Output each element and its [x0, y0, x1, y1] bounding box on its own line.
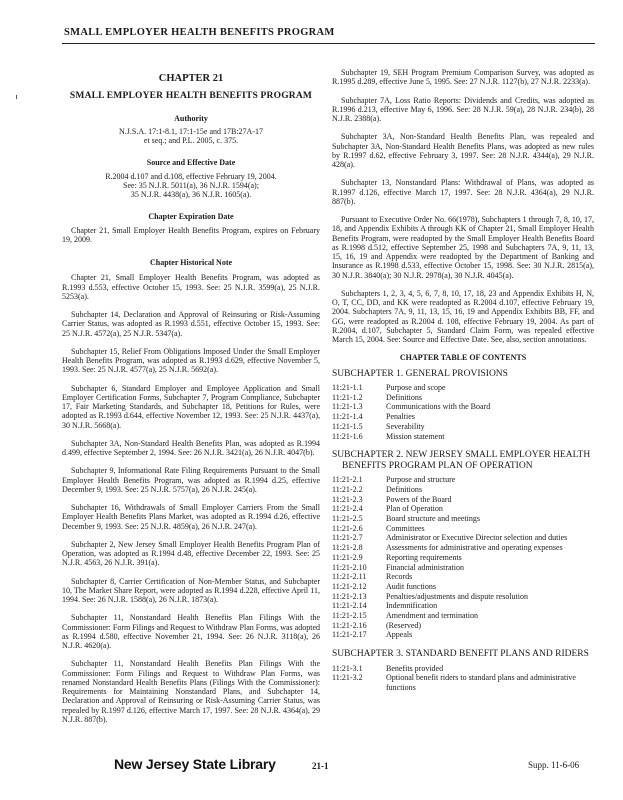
- authority-line: N.J.S.A. 17:1-8.1, 17:1-15e and 17B:27A-17: [119, 126, 263, 136]
- toc-entry: [332, 533, 594, 543]
- section-number: 11:21-2.7: [332, 533, 363, 543]
- toc-entry: [332, 432, 594, 442]
- section-number: 11:21-1.2: [332, 392, 363, 402]
- section-number: 11:21-2.8: [332, 543, 363, 553]
- history-paragraph: Subchapter 7A, Loss Ratio Reports: Dividends and Credits, was adopted as R.1996 d.213, effective May 6, 1996. See: 28 N.J.R. 59(a), 28 N.J.R. 234(b), 28 N.J.R. 2388(a).: [332, 95, 594, 123]
- section-number: 11:21-1.1: [332, 383, 363, 392]
- chapter-title: SMALL EMPLOYER HEALTH BENEFITS PROGRAM: [69, 91, 313, 102]
- section-title: Appeals: [386, 630, 413, 640]
- authority-heading: Authority: [174, 113, 208, 123]
- history-paragraph: Subchapter 15, Relief From Obligations Imposed Under the Small Employer Health Benefits Program, was adopted as R.1993 d.629, effective November 5, 1993. See: 25 N.J.R. 4577(a), 25 N.J.R. 5692(a).: [62, 346, 320, 375]
- section-title: Plan of Operation: [386, 504, 443, 514]
- history-paragraph: Subchapter 2, New Jersey Small Employer Health Benefits Program Plan of Operation, was adopted as R.1994 d.48, effective December 22, 1993. See: 25 N.J.R. 4563, 26 N.J.R. 391(a).: [62, 539, 320, 568]
- authority-line: et seq.; and P.L. 2005, c. 375.: [143, 136, 239, 145]
- section-number: 11:21-2.9: [332, 552, 363, 562]
- section-title: Records: [386, 572, 413, 582]
- history-paragraph: Subchapter 11, Nonstandard Health Benefits Plan Filings With the Commissioner: Form Filings and Request to Withdraw Plan Forms, was adopted as R.1994 d.580, effective November 21, 1994. See: 26 N.J.R. 3118(a), 26 N.J.R. 4620(a).: [62, 613, 320, 650]
- section-number: 11:21-2.11: [332, 572, 367, 582]
- toc-entry: [332, 553, 594, 563]
- section-number: 11:21-2.1: [332, 475, 363, 485]
- section-number: 11:21-2.12: [332, 581, 367, 591]
- toc-title: CHAPTER TABLE OF CONTENTS: [399, 353, 527, 363]
- toc-entry: [332, 621, 594, 631]
- source-heading: Source and Effective Date: [146, 158, 236, 168]
- section-title: Indemnification: [386, 601, 438, 611]
- toc-entry: [332, 582, 594, 592]
- running-head: SMALL EMPLOYER HEALTH BENEFITS PROGRAM: [64, 27, 335, 38]
- section-number: 11:21-2.5: [332, 514, 363, 524]
- history-paragraph: Subchapter 19, SEH Program Premium Comparison Survey, was adopted as R.1995 d.289, effective June 5, 1995. See: 27 N.J.R. 1127(b), 27 N.J.R. 2233(a).: [332, 68, 594, 87]
- toc-entry: [332, 543, 594, 553]
- history-paragraph: Subchapter 6, Standard Employer and Employee Application and Small Employer Certification Forms, Subchapter 7, Program Compliance, Subchapter 17, Fair Marketing Standards, and Subchapter 18, Petitions for Rules, were adopted as R.1993 d.644, effective November 12, 1993. See: 25 N.J.R. 4437(a), 30 N.J.R. 5668(a).: [62, 383, 320, 430]
- section-title: Amendment and termination: [386, 611, 478, 621]
- history-heading: Chapter Historical Note: [149, 258, 233, 267]
- section-title: Administrator or Executive Director selection and duties: [386, 533, 568, 543]
- source-line: See: 35 N.J.R. 5011(a), 36 N.J.R. 1594(a);: [123, 180, 259, 190]
- toc-entry: [332, 485, 594, 495]
- left-column: [62, 68, 320, 733]
- section-number: 11:21-2.15: [332, 611, 367, 621]
- toc-entry: [332, 673, 594, 692]
- subchapter-heading: SUBCHAPTER 1. GENERAL PROVISIONS: [332, 368, 508, 379]
- toc-entry: [332, 475, 594, 485]
- toc-group: [332, 383, 594, 441]
- section-number: 11:21-2.13: [332, 591, 367, 601]
- source-line: R.2004 d.107 and d.108, effective February 19, 2004.: [105, 171, 277, 181]
- section-number: 11:21-1.3: [332, 402, 363, 412]
- section-number: 11:21-1.4: [332, 412, 363, 422]
- library-logo: New Jersey State Library: [114, 756, 276, 772]
- toc-entry: [332, 495, 594, 505]
- section-title: (Reserved): [386, 620, 422, 630]
- toc-entry: [332, 412, 594, 422]
- section-title: Powers of the Board: [386, 494, 452, 504]
- history-paragraph: Subchapter 16, Withdrawals of Small Employer Carriers From the Small Employer Health Benefits Plans Market, was adopted as R.1994 d.26, effective December 9, 1993. See: 25 N.J.R. 4859(a), 26 N.J.R. 247(a).: [62, 503, 320, 531]
- section-title: Financial administration: [386, 562, 464, 572]
- subchapter-heading: SUBCHAPTER 2. NEW JERSEY SMALL EMPLOYER HEALTH BENEFITS PROGRAM PLAN OF OPERATION: [332, 450, 591, 471]
- toc-group: [332, 475, 594, 640]
- toc-entry: [332, 572, 594, 582]
- toc-entry: [332, 422, 594, 432]
- history-paragraph: Subchapter 14, Declaration and Approval of Reinsuring or Risk-Assuming Carrier Status, was adopted as R.1993 d.551, effective October 15, 1993. See: 25 N.J.R. 4572(a), 25 N.J.R. 5347(a).: [62, 310, 320, 338]
- toc-entry: [332, 630, 594, 640]
- section-number: 11:21-2.3: [332, 494, 363, 504]
- history-paragraph: Chapter 21, Small Employer Health Benefits Program, was adopted as R.1993 d.553, effective October 15, 1993. See: 25 N.J.R. 3599(a), 25 N.J.R. 5253(a).: [62, 273, 320, 301]
- history-paragraph: Subchapter 8, Carrier Certification of Non-Member Status, and Subchapter 10, The Market Share Report, were adopted as R.1994 d.228, effective April 11, 1994. See: 26 N.J.R. 1588(a), 26 N.J.R. 1873(a).: [62, 576, 320, 604]
- toc-entry: [332, 563, 594, 573]
- toc-entry: [332, 383, 594, 393]
- section-number: 11:21-2.2: [332, 484, 363, 494]
- page-number: 21-1: [312, 761, 329, 771]
- toc-entry: [332, 611, 594, 621]
- section-title: Purpose and structure: [386, 475, 456, 485]
- section-number: 11:21-3.1: [332, 663, 363, 673]
- section-number: 11:21-1.5: [332, 421, 363, 431]
- toc-entry: [332, 402, 594, 412]
- toc-entry: [332, 514, 594, 524]
- section-number: 11:21-3.2: [332, 673, 363, 683]
- section-title: Severability: [386, 421, 425, 431]
- toc-entry: [332, 601, 594, 611]
- section-title: Purpose and scope: [386, 383, 446, 392]
- supplement-date: Supp. 11-6-06: [528, 760, 580, 770]
- section-number: 11:21-2.16: [332, 620, 367, 630]
- toc-entry: [332, 393, 594, 403]
- section-title: Audit functions: [386, 581, 436, 591]
- section-title: Benefits provided: [386, 663, 444, 673]
- section-title: Committees: [386, 523, 425, 533]
- toc-entry: [332, 592, 594, 602]
- margin-mark: [16, 95, 17, 99]
- right-column: [332, 68, 594, 702]
- section-number: 11:21-1.6: [332, 431, 363, 441]
- section-title: Penalties: [386, 412, 415, 422]
- source-line: 35 N.J.R. 4438(a), 36 N.J.R. 1605(a).: [130, 190, 252, 199]
- section-title: Communications with the Board: [386, 402, 491, 412]
- section-number: 11:21-2.4: [332, 504, 363, 514]
- section-number: 11:21-2.17: [332, 630, 367, 640]
- section-title: Definitions: [386, 484, 422, 494]
- section-number: 11:21-2.14: [332, 601, 367, 611]
- expiration-heading: Chapter Expiration Date: [148, 212, 234, 222]
- authority-text: [62, 127, 320, 146]
- toc-group: [332, 664, 594, 693]
- section-title: Reporting requirements: [386, 552, 462, 562]
- expiration-text: Chapter 21, Small Employer Health Benefits Program, expires on February 19, 2009.: [62, 225, 320, 244]
- subchapter-heading: SUBCHAPTER 3. STANDARD BENEFIT PLANS AND RIDERS: [332, 649, 589, 660]
- header-rule: [62, 43, 595, 44]
- source-text: [62, 172, 320, 200]
- section-number: 11:21-2.6: [332, 523, 363, 533]
- history-paragraph: Subchapter 3A, Non-Standard Health Benefits Plan, was adopted as R.1994 d.499, effective September 2, 1994. See: 26 N.J.R. 3421(a), 26 N.J.R. 4047(b).: [62, 438, 320, 457]
- section-title: Optional benefit riders to standard plans and administrative functions: [386, 673, 576, 693]
- section-title: Penalties/adjustments and dispute resolution: [386, 591, 528, 601]
- section-number: 11:21-2.10: [332, 562, 367, 572]
- history-paragraph: Pursuant to Executive Order No. 66(1978), Subchapters 1 through 7, 8, 10, 17, 18, and Appendix Exhibits A through KK of Chapter 21, Small Employer Health Benefits Program, were readopted by the Small Employer Health Benefits Board as R.1998 d.512, effective September 25, 1998 and Subchapters 7A, 9, 11, 13, 15, 16, 19 and Appendix were readopted by the Department of Banking and Insurance as R.1998 d.533, effective October 15, 1998. See: 30 N.J.R. 2815(a), 30 N.J.R. 3840(a); 30 N.J.R. 2978(a), 30 N.J.R. 4045(a).: [332, 215, 594, 280]
- history-paragraph: Subchapter 3A, Non-Standard Health Benefits Plan, was repealed and Subchapter 3A, Non-Standard Health Benefits Plans, was adopted as new rules by R.1997 d.62, effective February 3, 1997. See: 28 N.J.R. 4344(a), 29 N.J.R. 428(a).: [332, 132, 594, 169]
- section-title: Board structure and meetings: [386, 514, 480, 524]
- section-title: Assessments for administrative and operating expenses: [386, 543, 563, 553]
- toc-entry: [332, 664, 594, 674]
- section-title: Mission statement: [386, 431, 445, 441]
- chapter-number: CHAPTER 21: [158, 73, 224, 84]
- history-paragraph: Subchapter 9, Informational Rate Filing Requirements Pursuant to the Small Employer Health Benefits Program, was adopted as R.1994 d.25, effective December 9, 1993. See: 25 N.J.R. 5757(a), 26 N.J.R. 245(a).: [62, 466, 320, 494]
- toc-entry: [332, 524, 594, 534]
- history-paragraph: Subchapters 1, 2, 3, 4, 5, 6, 7, 8, 10, 17, 18, 23 and Appendix Exhibits H, N, O, T, CC, DD, and KK were readopted as R.2004 d.107, effective February 19, 2004. Subchapters 7A, 9, 11, 13, 15, 16, 19 and Appendix Exhibits BB, FF, and GG, were readopted as R.2004 d. 108, effective February 19, 2004. As part of R.2004, d.107, Subchapter 5, Standard Claim Form, was repealed effective March 15, 2004. See: Source and Effective Date. See, also, section annotations.: [332, 288, 594, 344]
- history-paragraph: Subchapter 11, Nonstandard Health Benefits Plan Filings With the Commissioner: Form Filings and Request to Withdraw Plan Forms, was renamed Nonstandard Health Benefits Plans (Filings With the Commissioner): Requirements for Maintaining Nonstandard Plans, and Subchapter 14, Declaration and Approval of Reinsuring or Risk-Assuming Carrier Status, was repealed by R.1997 d.126, effective March 17, 1997. See: 28 N.J.R. 4364(a), 29 N.J.R. 887(b).: [62, 659, 320, 724]
- history-paragraph: Subchapter 13, Nonstandard Plans: Withdrawal of Plans, was adopted as R.1997 d.126, effective March 17, 1997. See: 28 N.J.R. 4364(a), 29 N.J.R. 887(b).: [332, 178, 594, 206]
- section-title: Definitions: [386, 392, 422, 402]
- toc-entry: [332, 504, 594, 514]
